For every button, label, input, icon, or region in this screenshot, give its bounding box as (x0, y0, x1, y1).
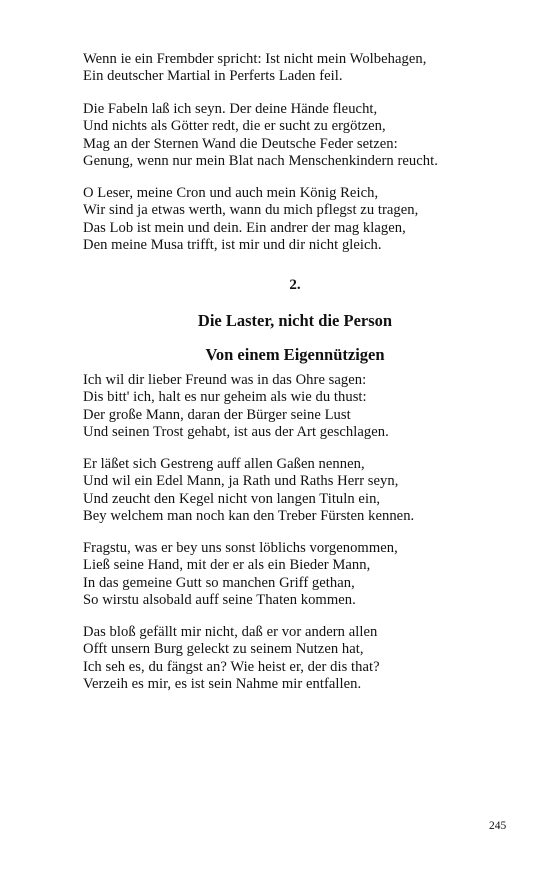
verse-line: Und wil ein Edel Mann, ja Rath und Raths Herr seyn, (83, 473, 399, 490)
stanza-bottom-3 (83, 540, 483, 610)
verse-line: Mag an der Sternen Wand die Deutsche Feder setzen: (83, 135, 398, 152)
verse-line: Dis bitt' ich, halt es nur geheim als wie du thust: (83, 389, 367, 406)
stanza-bottom-1 (83, 372, 483, 442)
verse-line: Wenn ie ein Frembder spricht: Ist nicht mein Wolbehagen, (83, 51, 427, 67)
section-title: Die Laster, nicht die Person (197, 311, 393, 330)
stanza-bottom-4 (83, 624, 483, 694)
stanza-top-1 (83, 51, 483, 86)
verse-line: Ein deutscher Martial in Perferts Laden feil. (83, 68, 343, 85)
verse-line: Verzeih es mir, es ist sein Nahme mir entfallen. (83, 676, 362, 693)
verse-line: In das gemeine Gutt so manchen Griff gethan, (83, 574, 355, 591)
section-number: 2. (289, 277, 301, 293)
verse-line: Fragstu, was er bey uns sonst löblichs vorgenommen, (83, 540, 398, 556)
verse-line: Ließ seine Hand, mit der er als ein Bieder Mann, (83, 557, 371, 574)
verse-line: Der große Mann, daran der Bürger seine Lust (83, 406, 351, 423)
page-number: 245 (489, 820, 507, 832)
verse-line: Das bloß gefällt mir nicht, daß er vor andern allen (83, 624, 378, 640)
verse-line: So wirstu alsobald auff seine Thaten kommen. (83, 592, 356, 609)
stanza-bottom-2 (83, 456, 483, 526)
verse-line: Und zeucht den Kegel nicht von langen Tituln ein, (83, 490, 381, 507)
verse-line: Ich wil dir lieber Freund was in das Ohre sagen: (83, 372, 367, 388)
verse-line: Offt unsern Burg geleckt zu seinem Nutzen hat, (83, 641, 364, 658)
verse-line: Wir sind ja etwas werth, wann du mich pflegst zu tragen, (83, 202, 419, 219)
verse-line: Ich seh es, du fängst an? Wie heist er, der dis that? (83, 658, 380, 675)
verse-line: O Leser, meine Cron und auch mein König Reich, (83, 185, 379, 201)
stanza-top-3 (83, 185, 483, 255)
verse-line: Und seinen Trost gehabt, ist aus der Art geschlagen. (83, 424, 389, 441)
verse-line: Bey welchem man noch kan den Treber Fürsten kennen. (83, 508, 415, 525)
verse-line: Die Fabeln laß ich seyn. Der deine Hände fleucht, (83, 101, 378, 117)
verse-line: Und nichts als Götter redt, die er sucht zu ergötzen, (83, 118, 386, 135)
stanza-top-2 (83, 101, 483, 171)
verse-line: Den meine Musa trifft, ist mir und dir nicht gleich. (83, 237, 382, 254)
verse-line: Er läßet sich Gestreng auff allen Gaßen nennen, (83, 456, 365, 472)
verse-line: Das Lob ist mein und dein. Ein andrer der mag klagen, (83, 219, 406, 236)
verse-line: Genung, wenn nur mein Blat nach Menschenkindern reucht. (83, 153, 438, 170)
section-subtitle: Von einem Eigennützigen (205, 345, 385, 364)
